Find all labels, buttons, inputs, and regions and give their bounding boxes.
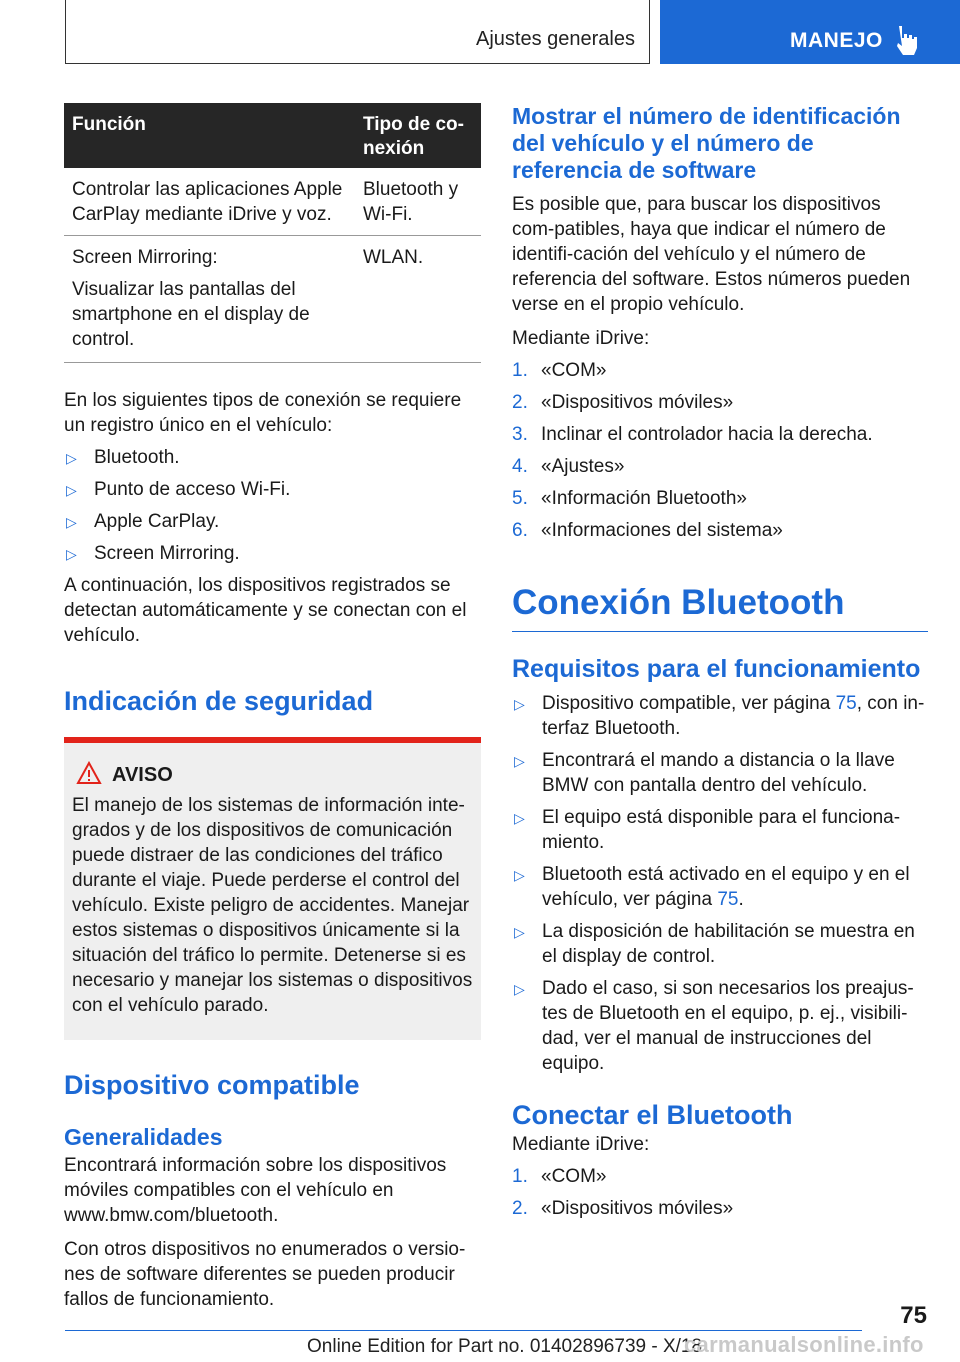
left-column	[64, 103, 481, 1312]
hand-pointer-icon	[894, 24, 922, 56]
connect-heading: Conectar el Bluetooth	[512, 1100, 793, 1130]
after-text: A continuación, los dispositivos registrados se detectan automáticamente y se conectan con el vehículo.	[64, 575, 467, 646]
vin-heading: Mostrar el número de identificación del vehículo y el número de referencia de software	[512, 103, 901, 183]
general-heading: Generalidades	[64, 1124, 223, 1150]
chapter-tab-label: MANEJO	[790, 29, 883, 52]
edition-text: Online Edition for Part no. 01402896739 - X/18	[307, 1336, 703, 1357]
list-item: 3. Inclinar el controlador hacia la derecha.	[512, 424, 873, 445]
triangle-bullet-icon: ▷	[66, 450, 77, 466]
warning-box	[64, 737, 481, 1040]
list-item: 1. «COM»	[512, 360, 607, 381]
table-header-type: Tipo de co- nexión	[355, 103, 481, 168]
table-cell: WLAN.	[363, 247, 424, 268]
compat-heading: Dispositivo compatible	[64, 1070, 360, 1100]
triangle-bullet-icon: ▷	[514, 867, 525, 883]
page-link[interactable]: 75	[717, 889, 739, 910]
requirements-heading: Requisitos para el funcionamiento	[512, 655, 921, 683]
table-row	[64, 168, 481, 236]
list-item: 6. «Informaciones del sistema»	[512, 520, 783, 541]
general-text-2: Con otros dispositivos no enumerados o versio-nes de software diferentes se pueden producir fallos de funcionamiento.	[64, 1239, 466, 1310]
page-header	[0, 0, 960, 66]
list-item: ▷ Dispositivo compatible, ver página 75, con in-terfaz Bluetooth.	[514, 693, 925, 739]
list-item: ▷ Bluetooth.	[64, 445, 481, 470]
right-column	[512, 103, 928, 1221]
list-item: ▷ Encontrará el mando a distancia o la llave BMW con pantalla dentro del vehículo.	[514, 750, 895, 796]
general-text-1: Encontrará información sobre los dispositivos móviles compatibles con el vehículo en www.bmw.com/bluetooth.	[64, 1155, 447, 1226]
section-box	[65, 0, 650, 64]
table-cell: Controlar las aplicaciones Apple CarPlay mediante iDrive y voz.	[72, 179, 343, 225]
list-item: ▷ Screen Mirroring.	[64, 541, 481, 566]
triangle-bullet-icon: ▷	[514, 810, 525, 826]
triangle-bullet-icon: ▷	[66, 514, 77, 530]
list-item: 4. «Ajustes»	[512, 456, 625, 477]
triangle-bullet-icon: ▷	[514, 696, 525, 712]
requirements-list	[512, 691, 928, 1076]
watermark: carmanualsonline.info	[684, 1332, 924, 1357]
list-item: 2. «Dispositivos móviles»	[512, 1198, 734, 1219]
connection-table	[64, 103, 481, 363]
list-item: 2. «Dispositivos móviles»	[512, 392, 734, 413]
list-item: ▷ La disposición de habilitación se muestra en el display de control.	[514, 921, 915, 967]
section-title: Ajustes generales	[476, 28, 635, 50]
bluetooth-heading: Conexión Bluetooth	[512, 583, 928, 632]
warning-title: AVISO	[112, 763, 473, 787]
list-item: ▷ Apple CarPlay.	[64, 509, 481, 534]
page-link[interactable]: 75	[835, 693, 857, 714]
triangle-bullet-icon: ▷	[66, 546, 77, 562]
safety-heading: Indicación de seguridad	[64, 686, 374, 716]
list-item: ▷ Punto de acceso Wi-Fi.	[64, 477, 481, 502]
list-item: ▷ El equipo está disponible para el funciona-miento.	[514, 807, 901, 853]
list-item: ▷ Dado el caso, si son necesarios los preajus-tes de Bluetooth en el equipo, p. ej., visibili-dad, ver el manual de instrucciones del equipo.	[514, 978, 914, 1074]
table-row	[64, 236, 481, 363]
table-header-function: Función	[64, 103, 355, 168]
triangle-bullet-icon: ▷	[514, 924, 525, 940]
triangle-bullet-icon: ▷	[514, 981, 525, 997]
list-item: ▷ Bluetooth está activado en el equipo y en el vehículo, ver página 75.	[514, 864, 910, 910]
footer-divider	[65, 1330, 862, 1331]
page-number: 75	[900, 1302, 927, 1329]
table-cell: Screen Mirroring:	[72, 247, 218, 268]
connection-bullets	[64, 445, 481, 566]
via-idrive-2: Mediante iDrive:	[512, 1134, 650, 1155]
table-cell: Bluetooth y Wi-Fi.	[363, 179, 459, 225]
chapter-tab[interactable]	[660, 0, 960, 64]
intro-text: En los siguientes tipos de conexión se requiere un registro único en el vehículo:	[64, 390, 462, 436]
vin-text: Es posible que, para buscar los dispositivos com-patibles, haya que indicar el número de identifi-cación del vehículo y el número de referencia del software. Estos números pueden verse en el propio vehículo.	[512, 194, 911, 315]
table-cell: Visualizar las pantallas del smartphone en el display de control.	[72, 279, 310, 350]
list-item: 5. «Información Bluetooth»	[512, 488, 747, 509]
steps-list-1	[512, 358, 928, 543]
via-idrive-1: Mediante iDrive:	[512, 328, 650, 349]
warning-triangle-icon	[76, 761, 102, 785]
warning-text: El manejo de los sistemas de información inte-grados y de los dispositivos de comunicación puede distraer de las condiciones del tráfico durante el viaje. Puede perderse el control del vehículo. Existe peligro de accidentes. Manejar estos sistemas o dispositivos únicamente si la situación del tráfico lo permite. Detenerse si es necesario y manejar los sistemas o dispositivos con el vehículo parado.	[72, 795, 473, 1016]
list-item: 1. «COM»	[512, 1166, 607, 1187]
triangle-bullet-icon: ▷	[514, 753, 525, 769]
triangle-bullet-icon: ▷	[66, 482, 77, 498]
steps-list-2	[512, 1164, 928, 1221]
